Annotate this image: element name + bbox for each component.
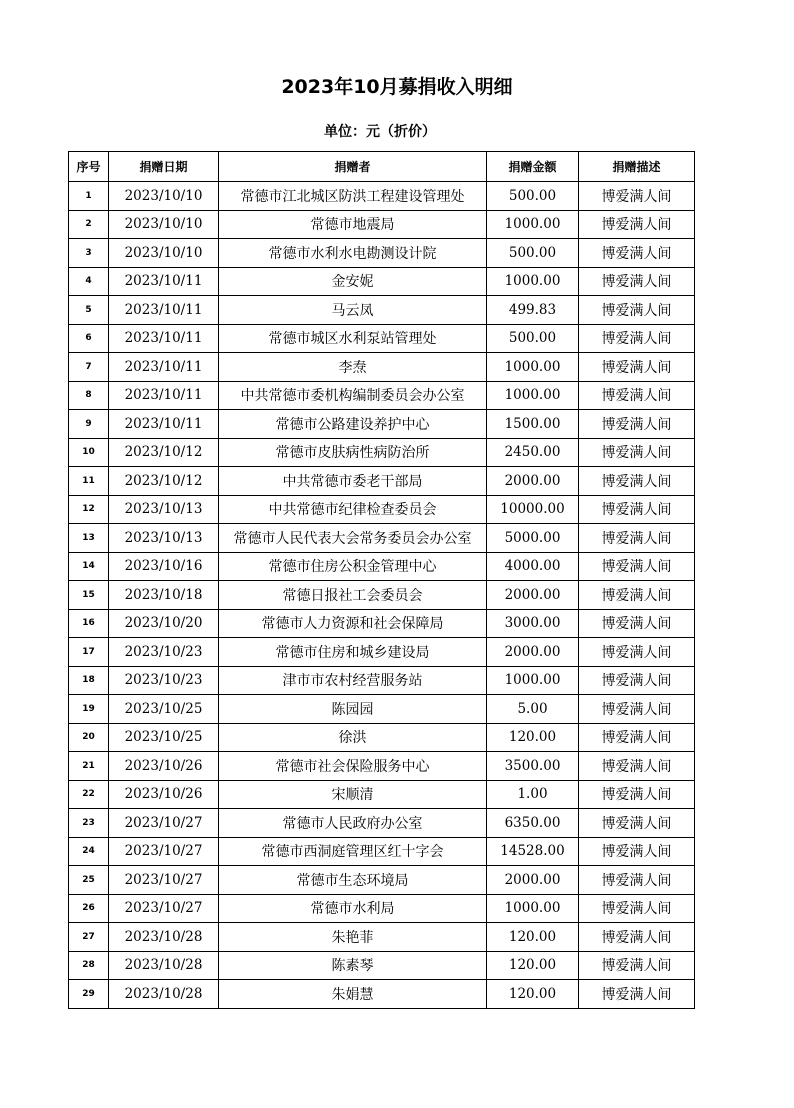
row-donor: 常德日报社工会委员会 [219,581,487,610]
row-description: 博爱满人间 [579,239,695,268]
row-amount: 3500.00 [487,752,579,781]
row-donor: 常德市社会保险服务中心 [219,752,487,781]
table-row [69,837,695,866]
table-row [69,780,695,809]
row-amount: 1000.00 [487,353,579,382]
unit-note: 单位：元（折价） [324,124,436,140]
row-description: 博爱满人间 [579,410,695,439]
row-donor: 常德市生态环境局 [219,866,487,895]
row-amount: 120.00 [487,723,579,752]
row-date: 2023/10/11 [109,267,219,296]
row-donor: 马云凤 [219,296,487,325]
row-index: 2 [69,210,109,239]
row-amount: 1500.00 [487,410,579,439]
table-row [69,210,695,239]
row-date: 2023/10/28 [109,923,219,952]
row-donor: 中共常德市纪律检查委员会 [219,495,487,524]
row-description: 博爱满人间 [579,182,695,211]
header-donor: 捐赠者 [219,152,487,182]
row-index: 4 [69,267,109,296]
header-description: 捐赠描述 [579,152,695,182]
row-description: 博爱满人间 [579,381,695,410]
row-donor: 陈园园 [219,695,487,724]
row-date: 2023/10/13 [109,495,219,524]
row-date: 2023/10/11 [109,381,219,410]
row-donor: 金安妮 [219,267,487,296]
table-row [69,410,695,439]
table-row [69,695,695,724]
row-index: 14 [69,552,109,581]
table-row [69,581,695,610]
row-index: 18 [69,666,109,695]
row-amount: 2000.00 [487,866,579,895]
row-description: 博爱满人间 [579,866,695,895]
row-amount: 1000.00 [487,267,579,296]
row-date: 2023/10/28 [109,951,219,980]
row-index: 24 [69,837,109,866]
row-index: 5 [69,296,109,325]
row-amount: 5.00 [487,695,579,724]
row-date: 2023/10/10 [109,239,219,268]
row-donor: 常德市人民政府办公室 [219,809,487,838]
row-index: 12 [69,495,109,524]
row-amount: 2000.00 [487,467,579,496]
row-index: 11 [69,467,109,496]
table-row [69,524,695,553]
row-amount: 2000.00 [487,581,579,610]
row-amount: 1.00 [487,780,579,809]
row-index: 16 [69,609,109,638]
row-description: 博爱满人间 [579,666,695,695]
row-date: 2023/10/16 [109,552,219,581]
row-amount: 4000.00 [487,552,579,581]
table-row [69,723,695,752]
table-row [69,267,695,296]
row-donor: 朱艳菲 [219,923,487,952]
row-donor: 中共常德市委机构编制委员会办公室 [219,381,487,410]
row-date: 2023/10/11 [109,296,219,325]
row-amount: 3000.00 [487,609,579,638]
table-row [69,438,695,467]
row-index: 17 [69,638,109,667]
row-date: 2023/10/28 [109,980,219,1009]
row-amount: 500.00 [487,182,579,211]
row-description: 博爱满人间 [579,780,695,809]
header-date: 捐赠日期 [109,152,219,182]
row-description: 博爱满人间 [579,353,695,382]
row-description: 博爱满人间 [579,837,695,866]
row-index: 20 [69,723,109,752]
row-amount: 1000.00 [487,381,579,410]
table-row [69,353,695,382]
row-date: 2023/10/26 [109,752,219,781]
row-date: 2023/10/10 [109,210,219,239]
row-donor: 常德市城区水利泵站管理处 [219,324,487,353]
row-date: 2023/10/18 [109,581,219,610]
row-index: 28 [69,951,109,980]
row-amount: 6350.00 [487,809,579,838]
header-amount: 捐赠金额 [487,152,579,182]
row-index: 8 [69,381,109,410]
row-index: 23 [69,809,109,838]
row-index: 29 [69,980,109,1009]
row-date: 2023/10/20 [109,609,219,638]
row-description: 博爱满人间 [579,296,695,325]
table-row [69,552,695,581]
row-amount: 500.00 [487,239,579,268]
row-description: 博爱满人间 [579,609,695,638]
table-row [69,609,695,638]
page-title: 2023年10月募捐收入明细 [281,76,513,98]
table-row [69,638,695,667]
row-date: 2023/10/23 [109,638,219,667]
row-date: 2023/10/27 [109,837,219,866]
row-description: 博爱满人间 [579,809,695,838]
row-date: 2023/10/12 [109,467,219,496]
table-row [69,182,695,211]
row-date: 2023/10/11 [109,410,219,439]
row-amount: 1000.00 [487,210,579,239]
row-description: 博爱满人间 [579,581,695,610]
row-amount: 14528.00 [487,837,579,866]
table-header-row [69,152,695,182]
row-donor: 朱娟慧 [219,980,487,1009]
table-row [69,752,695,781]
row-amount: 500.00 [487,324,579,353]
row-description: 博爱满人间 [579,524,695,553]
row-date: 2023/10/27 [109,809,219,838]
row-description: 博爱满人间 [579,951,695,980]
table-row [69,324,695,353]
row-date: 2023/10/11 [109,324,219,353]
row-donor: 常德市西洞庭管理区红十字会 [219,837,487,866]
row-amount: 120.00 [487,951,579,980]
row-date: 2023/10/25 [109,695,219,724]
row-date: 2023/10/26 [109,780,219,809]
row-description: 博爱满人间 [579,324,695,353]
row-description: 博爱满人间 [579,752,695,781]
row-date: 2023/10/11 [109,353,219,382]
row-donor: 常德市住房和城乡建设局 [219,638,487,667]
row-description: 博爱满人间 [579,495,695,524]
row-index: 22 [69,780,109,809]
row-donor: 陈素琴 [219,951,487,980]
row-amount: 10000.00 [487,495,579,524]
row-description: 博爱满人间 [579,467,695,496]
row-index: 13 [69,524,109,553]
row-index: 1 [69,182,109,211]
row-index: 26 [69,894,109,923]
row-amount: 2000.00 [487,638,579,667]
table-row [69,495,695,524]
row-donor: 常德市公路建设养护中心 [219,410,487,439]
table-row [69,467,695,496]
row-index: 10 [69,438,109,467]
row-index: 3 [69,239,109,268]
table-row [69,894,695,923]
table-row [69,296,695,325]
table-row [69,809,695,838]
row-donor: 常德市人力资源和社会保障局 [219,609,487,638]
row-amount: 5000.00 [487,524,579,553]
header-index: 序号 [69,152,109,182]
row-description: 博爱满人间 [579,695,695,724]
row-description: 博爱满人间 [579,723,695,752]
table-row [69,980,695,1009]
row-description: 博爱满人间 [579,894,695,923]
row-index: 9 [69,410,109,439]
table-row [69,381,695,410]
row-description: 博爱满人间 [579,267,695,296]
row-index: 21 [69,752,109,781]
row-donor: 津市市农村经营服务站 [219,666,487,695]
row-date: 2023/10/10 [109,182,219,211]
row-index: 19 [69,695,109,724]
row-donor: 常德市江北城区防洪工程建设管理处 [219,182,487,211]
row-donor: 常德市水利水电勘测设计院 [219,239,487,268]
row-description: 博爱满人间 [579,980,695,1009]
row-donor: 宋顺清 [219,780,487,809]
row-description: 博爱满人间 [579,552,695,581]
row-amount: 2450.00 [487,438,579,467]
row-index: 15 [69,581,109,610]
row-date: 2023/10/23 [109,666,219,695]
row-description: 博爱满人间 [579,638,695,667]
row-amount: 1000.00 [487,666,579,695]
row-donor: 徐洪 [219,723,487,752]
row-donor: 李焘 [219,353,487,382]
row-description: 博爱满人间 [579,438,695,467]
row-date: 2023/10/25 [109,723,219,752]
table-row [69,923,695,952]
row-amount: 120.00 [487,923,579,952]
row-amount: 1000.00 [487,894,579,923]
row-index: 6 [69,324,109,353]
row-description: 博爱满人间 [579,210,695,239]
row-index: 25 [69,866,109,895]
row-date: 2023/10/12 [109,438,219,467]
row-date: 2023/10/27 [109,894,219,923]
row-amount: 499.83 [487,296,579,325]
table-row [69,951,695,980]
row-donor: 常德市皮肤病性病防治所 [219,438,487,467]
table-row [69,239,695,268]
row-donor: 常德市人民代表大会常务委员会办公室 [219,524,487,553]
row-donor: 常德市水利局 [219,894,487,923]
table-row [69,666,695,695]
row-donor: 常德市住房公积金管理中心 [219,552,487,581]
row-description: 博爱满人间 [579,923,695,952]
table-row [69,866,695,895]
row-donor: 中共常德市委老干部局 [219,467,487,496]
row-date: 2023/10/13 [109,524,219,553]
donation-table [68,151,695,1009]
row-date: 2023/10/27 [109,866,219,895]
row-donor: 常德市地震局 [219,210,487,239]
row-index: 27 [69,923,109,952]
row-amount: 120.00 [487,980,579,1009]
row-index: 7 [69,353,109,382]
